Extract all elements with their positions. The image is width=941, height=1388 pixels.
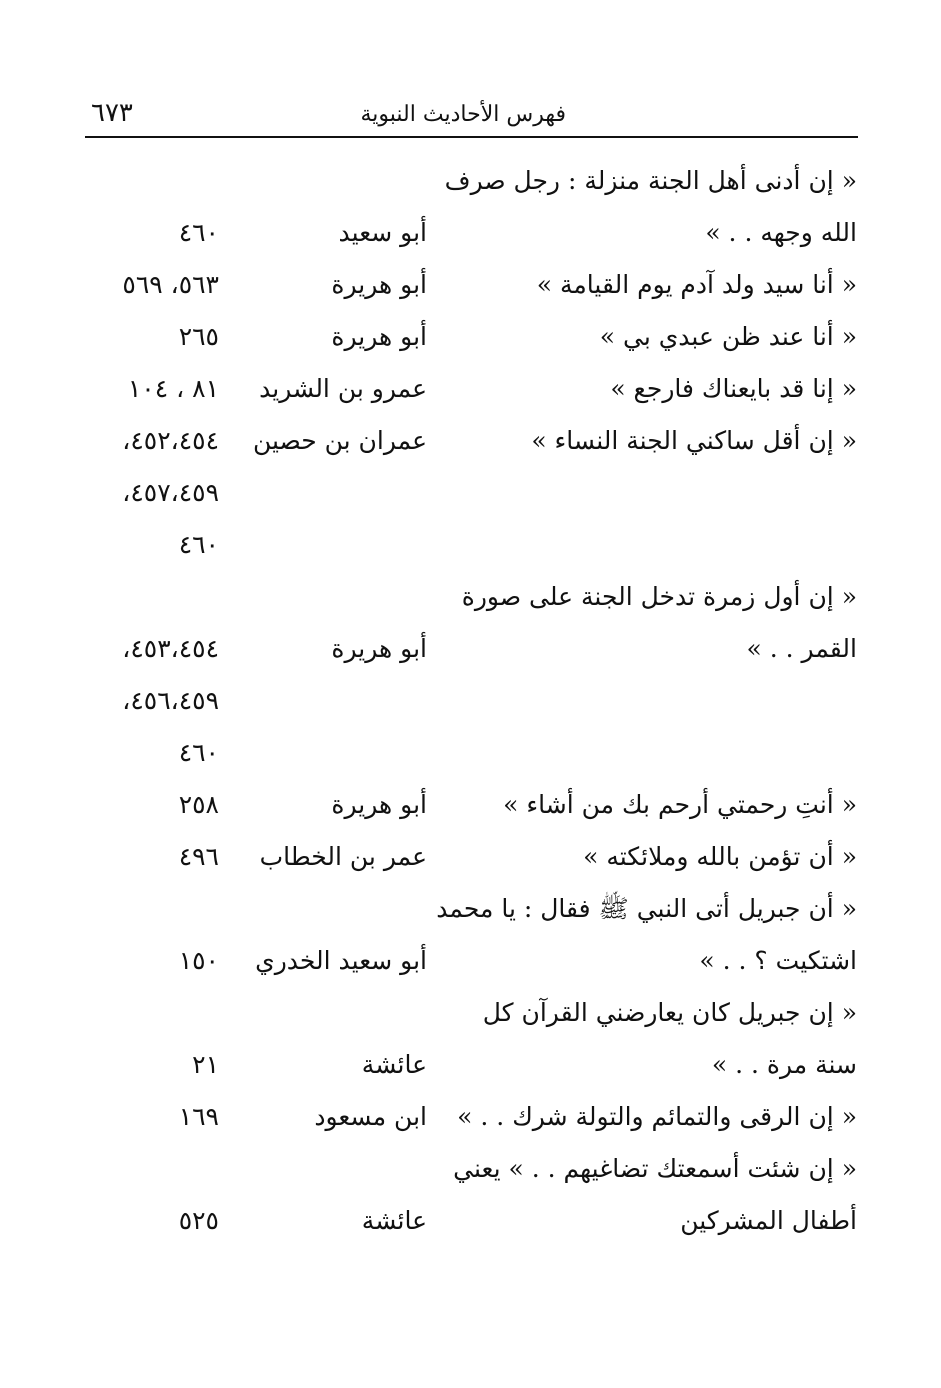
- hadith-text: « أنا سيد ولد آدم يوم القيامة »: [536, 270, 857, 299]
- hadith-text: « إن جبريل كان يعارضني القرآن كل: [482, 998, 857, 1027]
- page-refs: ٤٦٠: [178, 218, 219, 247]
- index-line: [0, 1091, 941, 1143]
- index-line: [0, 571, 941, 623]
- index-line: [0, 259, 941, 311]
- index-line: [0, 1143, 941, 1195]
- narrator: عمرو بن الشريد: [259, 374, 427, 403]
- index-line: [0, 363, 941, 415]
- narrator: ابن مسعود: [314, 1102, 427, 1131]
- narrator: أبو سعيد الخدري: [255, 946, 427, 975]
- narrator: عمران بن حصين: [252, 426, 427, 455]
- hadith-text: « إن أقل ساكني الجنة النساء »: [531, 426, 857, 455]
- page-refs: ٢١: [192, 1050, 219, 1079]
- index-line: [0, 987, 941, 1039]
- index-line: [0, 727, 941, 779]
- index-line: [0, 311, 941, 363]
- index-line: [0, 207, 941, 259]
- index-line: [0, 779, 941, 831]
- index-line: [0, 467, 941, 519]
- page-refs: ٤٥٢،٤٥٤،: [122, 426, 219, 455]
- page-refs: ٢٦٥: [178, 322, 219, 351]
- index-line: [0, 831, 941, 883]
- page-refs: ٨١ ، ١٠٤: [127, 374, 219, 403]
- index-line: [0, 1039, 941, 1091]
- narrator: أبو سعيد: [338, 218, 427, 247]
- index-line: [0, 1195, 941, 1247]
- page-number: ٦٧٣: [91, 98, 133, 128]
- hadith-text: « إن شئت أسمعتك تضاغيهم . . » يعني: [453, 1154, 857, 1183]
- index-line: [0, 935, 941, 987]
- narrator: عمر بن الخطاب: [259, 842, 427, 871]
- hadith-text: « إن الرقى والتمائم والتولة شرك . . »: [457, 1102, 857, 1131]
- hadith-text: اشتكيت ؟ . . »: [699, 946, 857, 975]
- hadith-text: أطفال المشركين: [680, 1206, 857, 1235]
- hadith-text: « أنتِ رحمتي أرحم بك من أشاء »: [503, 790, 857, 819]
- index-line: [0, 415, 941, 467]
- index-line: [0, 623, 941, 675]
- page-refs: ٤٥٣،٤٥٤،: [122, 634, 219, 663]
- hadith-text: « إن أول زمرة تدخل الجنة على صورة: [461, 582, 857, 611]
- page-refs: ١٦٩: [178, 1102, 219, 1131]
- hadith-text: « أنا عند ظن عبدي بي »: [599, 322, 857, 351]
- narrator: أبو هريرة: [331, 322, 427, 351]
- page-refs: ٤٥٧،٤٥٩،: [122, 478, 219, 507]
- narrator: أبو هريرة: [331, 270, 427, 299]
- page-refs: ٢٥٨: [178, 790, 219, 819]
- page-refs: ٤٦٠: [178, 530, 219, 559]
- page-refs: ٤٩٦: [178, 842, 219, 871]
- page-refs: ٤٦٠: [178, 738, 219, 767]
- page-refs: ١٥٠: [178, 946, 219, 975]
- index-line: [0, 883, 941, 935]
- running-title: فهرس الأحاديث النبوية: [360, 102, 566, 127]
- hadith-text: « أن تؤمن بالله وملائكته »: [583, 842, 857, 871]
- narrator: عائشة: [361, 1206, 427, 1235]
- hadith-text: « إن أدنى أهل الجنة منزلة : رجل صرف: [444, 166, 857, 195]
- index-line: [0, 675, 941, 727]
- narrator: عائشة: [361, 1050, 427, 1079]
- page-refs: ٥٢٥: [178, 1206, 219, 1235]
- narrator: أبو هريرة: [331, 634, 427, 663]
- index-line: [0, 519, 941, 571]
- hadith-text: القمر . . »: [746, 634, 857, 663]
- hadith-text: الله وجهه . . »: [705, 218, 857, 247]
- hadith-text: سنة مرة . . »: [711, 1050, 857, 1079]
- page-refs: ٥٦٣، ٥٦٩: [122, 270, 219, 299]
- narrator: أبو هريرة: [331, 790, 427, 819]
- page-refs: ٤٥٦،٤٥٩،: [122, 686, 219, 715]
- hadith-text: « إنا قد بايعناك فارجع »: [610, 374, 857, 403]
- hadith-text: « أن جبريل أتى النبي ﷺ فقال : يا محمد: [436, 894, 857, 923]
- index-line: [0, 155, 941, 207]
